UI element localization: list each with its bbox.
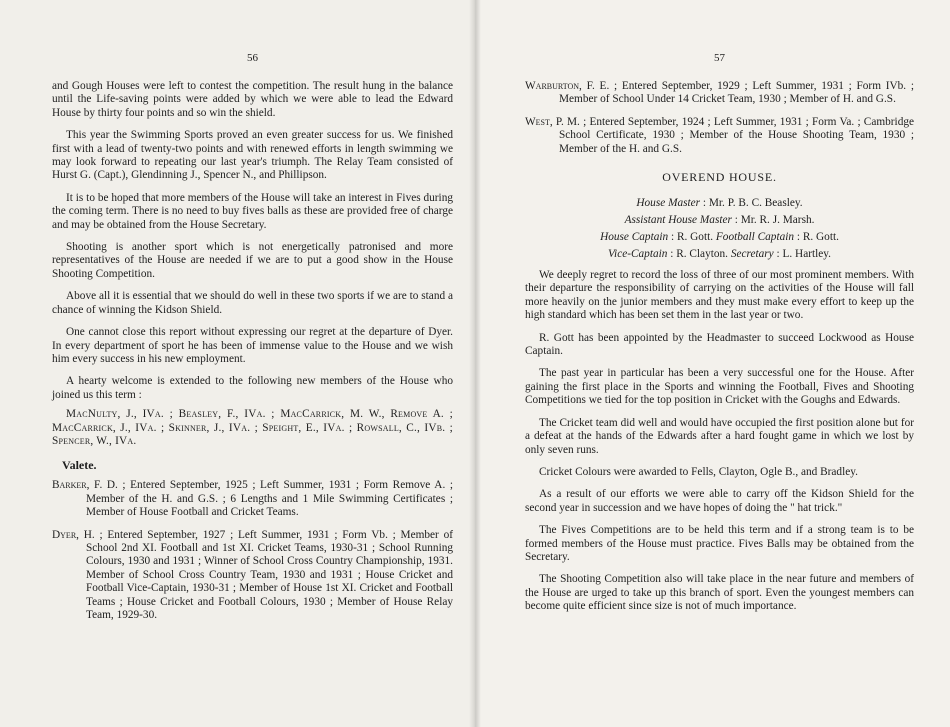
paragraph: A hearty welcome is extended to the following new members of the House who joined us this term :: [52, 375, 453, 401]
role-label: Secretary: [730, 248, 774, 261]
role-value: Mr. P. B. C. Beasley.: [708, 197, 803, 210]
valete-heading: Valete.: [62, 458, 97, 473]
paragraph: This year the Swimming Sports proved an even greater success for us. We finished first with a lead of twenty-two points and with renewed efforts in length swimming we may look forward to repeating our last year's triumph. The Relay Team consisted of Hurst G. (Capt.), Glendinning J., Spencer N., and Phillipson.: [52, 129, 453, 182]
role-label: Vice-Captain: [608, 248, 668, 261]
paragraph: As a result of our efforts we were able to carry off the Kidson Shield for the second year in succession and we have hopes of doing the " hat trick.": [525, 488, 914, 514]
role-value: Mr. R. J. Marsh.: [740, 214, 815, 227]
valete-entry: [525, 116, 914, 156]
paragraph: We deeply regret to record the loss of three of our most prominent members. With their departure the responsibility of carrying on the activities of the House will fall more heavily on the junior members and they must make every effort to keep up the high standard which has been set them in the last year or two.: [525, 269, 914, 322]
role-value: R. Gott.: [676, 231, 714, 244]
entry-text: ; Entered September, 1924 ; Left Summer, 1931 ; Form Va. ; Cambridge School Certificate, 1930 ; Member of the House Shooting Team, 1930 ; Member of the H. and G.S.: [559, 115, 914, 155]
book-gutter: [469, 0, 481, 727]
house-title: OVEREND HOUSE.: [662, 170, 777, 185]
new-members-list: MacNulty, J., IVa. ; Beasley, F., IVa. ; MacCarrick, M. W., Remove A. ; MacCarrick, J., IVa. ; Skinner, J., IVa. ; Speight, E., IVa. ; Rowsall, C., IVb. ; Spencer, W., IVa.: [52, 408, 453, 447]
page-number-right: 57: [714, 52, 725, 64]
paragraph: Cricket Colours were awarded to Fells, Clayton, Ogle B., and Bradley.: [539, 465, 858, 478]
paragraph: Above all it is essential that we should do well in these two sports if we are to stand a chance of winning the Kidson Shield.: [52, 290, 453, 316]
role-value: R. Gott.: [802, 231, 839, 244]
role-label: House Master: [636, 197, 701, 210]
role-label: Assistant House Master: [624, 214, 732, 227]
page-number-left: 56: [247, 52, 258, 64]
role-label: House Captain: [600, 231, 669, 244]
paragraph: The Shooting Competition also will take place in the near future and members of the House are urged to take up this branch of sport. Even the youngest members can become quite efficient since size is not of much importance.: [525, 573, 914, 613]
house-officers: House Master : Mr. P. B. C. Beasley. Assistant House Master : Mr. R. J. Marsh. House Captain : R. Gott. Football Captain : R. Gott. Vice-Captain : R. Clayton. Secretary : L. Hartley.: [600, 197, 839, 261]
entry-name: West, P. M.: [525, 115, 580, 128]
paragraph: and Gough Houses were left to contest the competition. The result hung in the balance until the Life-saving points were added by which we were able to lead the Edward House by thirty four points and so win the shield.: [52, 80, 453, 119]
paragraph: The Cricket team did well and would have occupied the first position alone but for a defeat at the hands of the Edwards after a hard fought game in which we lost by only seven runs.: [525, 416, 914, 456]
right-page: [475, 0, 950, 727]
role-value: L. Hartley.: [782, 248, 831, 261]
entry-text: ; Entered September, 1925 ; Left Summer, 1931 ; Form Remove A. ; Member of the H. and G.S. ; 6 Lengths and 1 Mile Swimming Certificates ; Member of House Football and Cricket Teams.: [86, 479, 453, 519]
paragraph: R. Gott has been appointed by the Headmaster to succeed Lockwood as House Captain.: [525, 331, 914, 358]
paragraph: Shooting is another sport which is not energetically patronised and more representatives of the House are needed if we are to put a good show in the House Shooting Competition.: [52, 241, 453, 280]
role-label: Football Captain: [715, 231, 795, 244]
paragraph: One cannot close this report without expressing our regret at the departure of Dyer. In every department of sport he has been of immense value to the House and we wish him every success in his new employment.: [52, 326, 453, 365]
role-value: R. Clayton.: [676, 248, 728, 261]
valete-entry: [525, 80, 914, 107]
entry-name: Warburton, F. E.: [525, 80, 610, 92]
valete-entry: [52, 529, 453, 623]
entry-text: ; Entered September, 1927 ; Left Summer, 1931 ; Form Vb. ; Member of School 2nd XI. Football and 1st XI. Cricket Teams, 1930-31 ; School Running Colours, 1930 and 1931 ; Winner of School Cross Country Championship, 1931. Member of School Cross Country Team, 1930 and 1931 ; House Cricket and Football Vice-Captain, 1930-31 ; Member of House 1st XI. Cricket and Football Teams ; House Cricket and Football Colours, 1930 ; Member of House Relay Team, 1929-30.: [86, 528, 453, 621]
entry-name: Barker, F. D.: [52, 479, 118, 492]
paragraph: The past year in particular has been a very successful one for the House. After gaining the first place in the Sports and winning the Football, Fives and Shooting Competitions we tied for the top position in Cricket with the Goughs and Edwards.: [525, 367, 914, 407]
paragraph: It is to be hoped that more members of the House will take an interest in Fives during the coming term. There is no need to buy fives balls as these are provided free of charge and may be obtained from the House Secretary.: [52, 191, 453, 231]
entry-name: Dyer, H.: [52, 528, 95, 541]
paragraph: The Fives Competitions are to be held this term and if a strong team is to be formed members of the House must practice. Fives Balls may be obtained from the Secretary.: [525, 524, 914, 563]
valete-entry: [52, 479, 453, 519]
entry-text: ; Entered September, 1929 ; Left Summer, 1931 ; Form IVb. ; Member of School Under 14 Cricket Team, 1930 ; Member of H. and G.S.: [559, 80, 914, 106]
